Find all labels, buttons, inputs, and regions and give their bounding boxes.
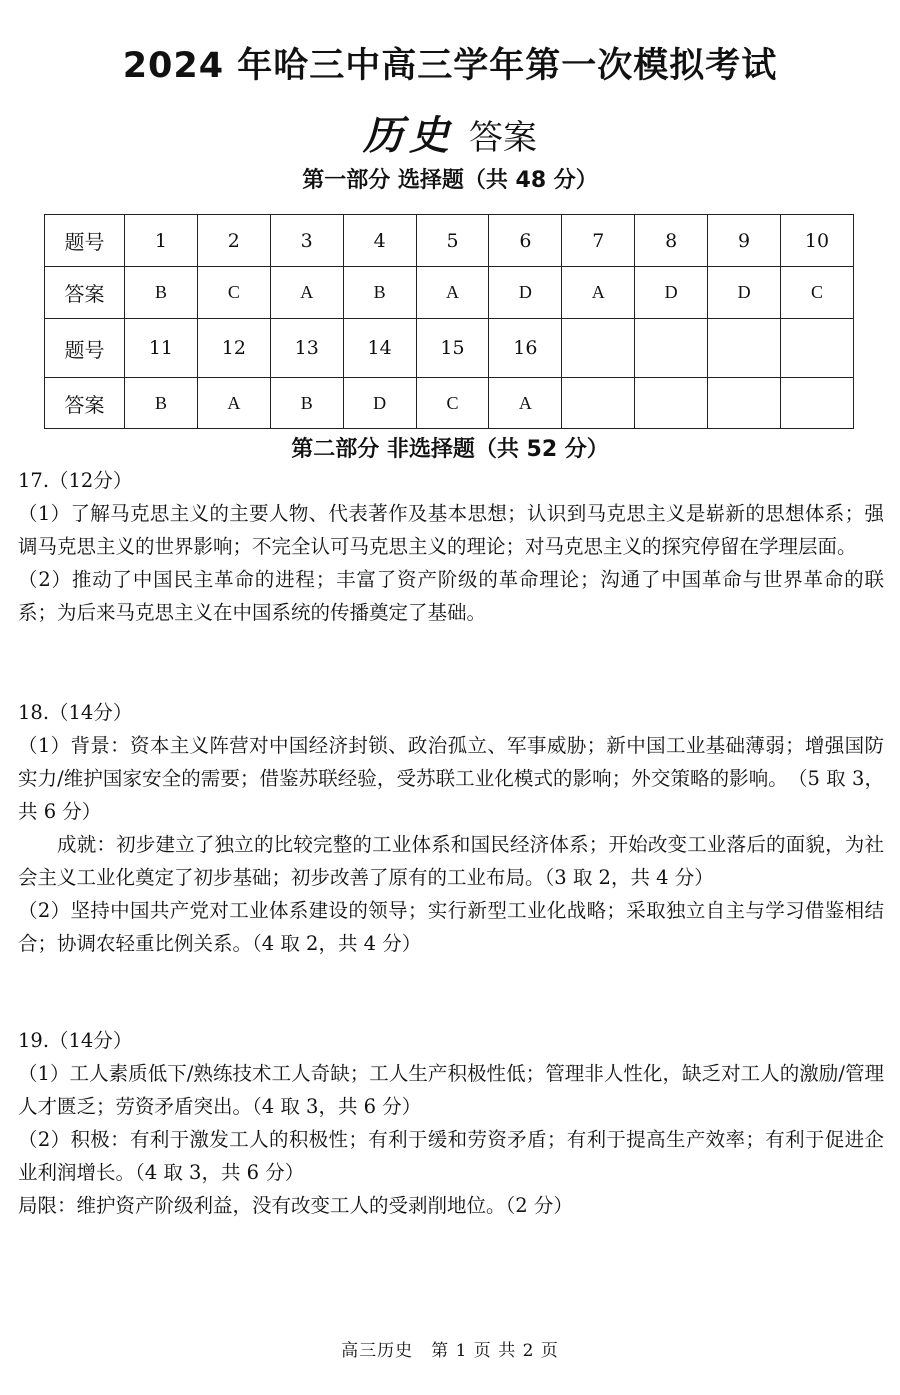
answer-paragraph: 局限：维护资产阶级利益，没有改变工人的受剥削地位。（2 分） bbox=[18, 1194, 573, 1217]
answer-cell: B bbox=[343, 267, 416, 319]
answer-paragraph: （1）了解马克思主义的主要人物、代表著作及基本思想；认识到马克思主义是崭新的思想体系；强调马克思主义的世界影响；不完全认可马克思主义的理论；对马克思主义的探究停留在学理层面。 bbox=[18, 502, 884, 558]
empty-cell bbox=[635, 378, 708, 429]
exam-title: 2024 年哈三中高三学年第一次模拟考试 bbox=[122, 46, 778, 86]
answer-paragraph: 成就：初步建立了独立的比较完整的工业体系和国民经济体系；开始改变工业落后的面貌，为社会主义工业化奠定了初步基础；初步改善了原有的工业布局。（3 取 2，共 4 分） bbox=[18, 833, 884, 889]
row-label-answer: 答案 bbox=[45, 267, 125, 319]
answer-paragraph: （2）积极：有利于激发工人的积极性；有利于缓和劳资矛盾；有利于提高生产效率；有利于促进企业利润增长。（4 取 3，共 6 分） bbox=[18, 1128, 884, 1184]
question-number-cell: 2 bbox=[197, 215, 270, 267]
answer-cell: B bbox=[270, 378, 343, 429]
page-footer: 高三历史 第 1 页 共 2 页 bbox=[341, 1341, 559, 1361]
answer-cell: A bbox=[270, 267, 343, 319]
answer-paragraph: （1）背景：资本主义阵营对中国经济封锁、政治孤立、军事威胁；新中国工业基础薄弱；增强国防实力/维护国家安全的需要；借鉴苏联经验，受苏联工业化模式的影响；外交策略的影响。 （5 取 3，共 6 分） bbox=[18, 734, 884, 823]
question-number-cell: 11 bbox=[125, 319, 198, 378]
answer-cell: C bbox=[781, 267, 854, 319]
answer-paragraph: （1）工人素质低下/熟练技术工人奇缺；工人生产积极性低；管理非人性化，缺乏对工人的激励/管理人才匮乏；劳资矛盾突出。（4 取 3，共 6 分） bbox=[18, 1062, 884, 1118]
answer-label: 答案 bbox=[469, 118, 537, 158]
answer-paragraph: （2）推动了中国民主革命的进程；丰富了资产阶级的革命理论；沟通了中国革命与世界革命的联系；为后来马克思主义在中国系统的传播奠定了基础。 bbox=[18, 568, 884, 624]
answer-cell: D bbox=[708, 267, 781, 319]
empty-cell bbox=[562, 378, 635, 429]
question-number-cell: 4 bbox=[343, 215, 416, 267]
question-number-cell: 3 bbox=[270, 215, 343, 267]
row-label-answer: 答案 bbox=[45, 378, 125, 429]
table-row bbox=[45, 378, 854, 429]
subject-heading bbox=[0, 104, 900, 161]
question-17-answer bbox=[18, 464, 884, 629]
answer-cell: A bbox=[562, 267, 635, 319]
empty-cell bbox=[708, 378, 781, 429]
question-number-cell: 12 bbox=[197, 319, 270, 378]
empty-cell bbox=[708, 319, 781, 378]
question-number-cell: 1 bbox=[125, 215, 198, 267]
question-number-cell: 9 bbox=[708, 215, 781, 267]
question-title: 19.（14分） bbox=[18, 1029, 133, 1052]
question-number-cell: 13 bbox=[270, 319, 343, 378]
question-number-cell: 5 bbox=[416, 215, 489, 267]
answer-cell: C bbox=[197, 267, 270, 319]
answer-cell: C bbox=[416, 378, 489, 429]
answer-cell: D bbox=[635, 267, 708, 319]
empty-cell bbox=[635, 319, 708, 378]
multiple-choice-answer-table bbox=[44, 214, 854, 429]
answer-cell: B bbox=[125, 378, 198, 429]
answer-cell: D bbox=[343, 378, 416, 429]
question-number-cell: 7 bbox=[562, 215, 635, 267]
part-two-heading: 第二部分 非选择题（共 52 分） bbox=[291, 437, 609, 462]
question-title: 17.（12分） bbox=[18, 469, 133, 492]
question-18-answer bbox=[18, 696, 884, 960]
part-one-heading: 第一部分 选择题（共 48 分） bbox=[302, 168, 598, 193]
table-row bbox=[45, 267, 854, 319]
empty-cell bbox=[781, 319, 854, 378]
question-number-cell: 10 bbox=[781, 215, 854, 267]
question-number-cell: 16 bbox=[489, 319, 562, 378]
table-row bbox=[45, 215, 854, 267]
question-19-answer bbox=[18, 1024, 884, 1222]
question-title: 18.（14分） bbox=[18, 701, 133, 724]
answer-cell: A bbox=[489, 378, 562, 429]
question-number-cell: 6 bbox=[489, 215, 562, 267]
subject-name: 历史 bbox=[363, 112, 455, 159]
answer-cell: A bbox=[197, 378, 270, 429]
question-number-cell: 14 bbox=[343, 319, 416, 378]
table-row bbox=[45, 319, 854, 378]
answer-cell: A bbox=[416, 267, 489, 319]
question-number-cell: 15 bbox=[416, 319, 489, 378]
answer-cell: D bbox=[489, 267, 562, 319]
answer-paragraph: （2）坚持中国共产党对工业体系建设的领导；实行新型工业化战略；采取独立自主与学习借鉴相结合；协调农轻重比例关系。（4 取 2，共 4 分） bbox=[18, 899, 884, 955]
row-label-question-number: 题号 bbox=[45, 215, 125, 267]
empty-cell bbox=[781, 378, 854, 429]
answer-cell: B bbox=[125, 267, 198, 319]
row-label-question-number: 题号 bbox=[45, 319, 125, 378]
empty-cell bbox=[562, 319, 635, 378]
question-number-cell: 8 bbox=[635, 215, 708, 267]
